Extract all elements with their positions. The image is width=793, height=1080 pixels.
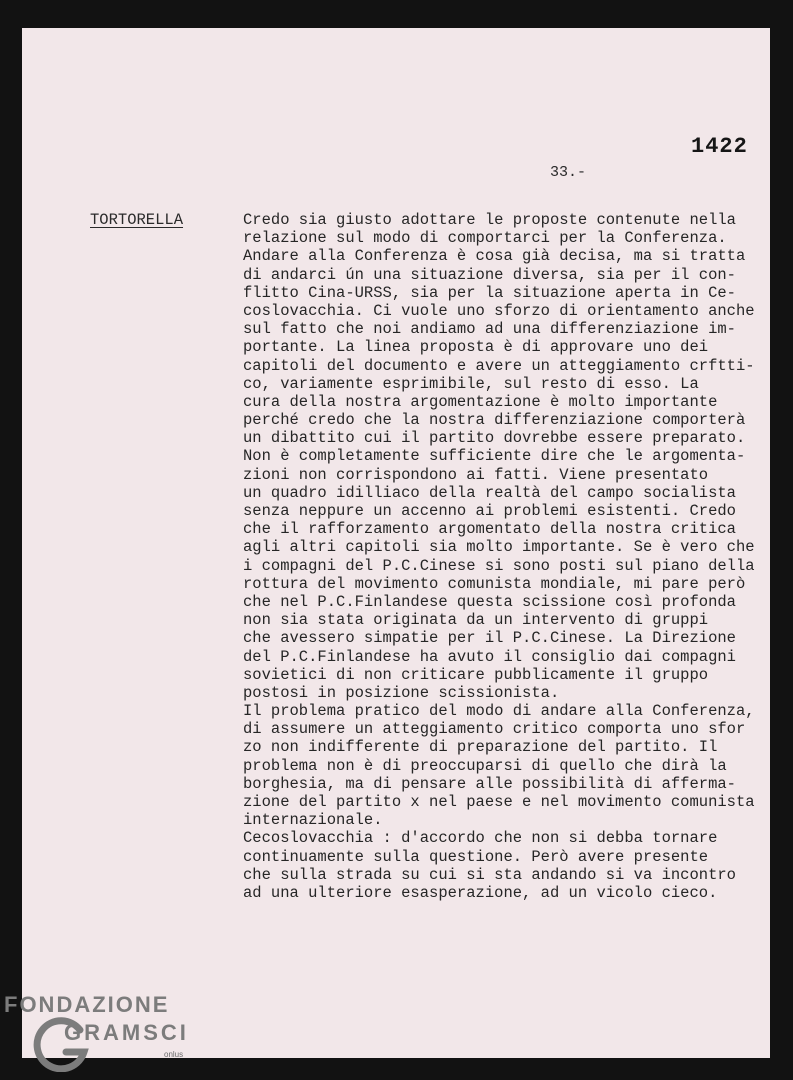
speech-text [243, 211, 763, 902]
text-line: rottura del movimento comunista mondiale, mi pare però [243, 574, 746, 593]
text-line: che avessero simpatie per il P.C.Cinese. La Direzione [243, 629, 736, 648]
text-line: che nel P.C.Finlandese questa scissione così profonda [243, 592, 736, 611]
text-line: un quadro idilliaco della realtà del campo socialista [243, 483, 736, 502]
text-line: che il rafforzamento argomentato della nostra critica [243, 520, 736, 539]
watermark-line-3: onlus [164, 1050, 184, 1059]
text-line: capitoli del documento e avere un atteggiamento crftti- [243, 356, 755, 375]
text-line: Cecoslovacchia : d'accordo che non si debba tornare [243, 829, 718, 848]
text-line: internazionale. [243, 811, 383, 830]
text-line: zione del partito x nel paese e nel movimento comunista [243, 793, 755, 811]
text-line: Il problema pratico del modo di andare alla Conferenza, [243, 702, 755, 721]
text-line: portante. La linea proposta è di approvare uno dei [243, 338, 709, 357]
text-line: un dibattito cui il partito dovrebbe essere preparato. [243, 429, 746, 448]
text-line: agli altri capitoli sia molto importante. Se è vero che [243, 538, 755, 557]
text-line: continuamente sulla questione. Però avere presente [243, 847, 709, 866]
text-line: Credo sia giusto adottare le proposte contenute nella [243, 211, 736, 229]
page-number: 33.- [550, 164, 587, 181]
text-line: cura della nostra argomentazione è molto importante [243, 392, 718, 411]
text-line: del P.C.Finlandese ha avuto il consiglio dai compagni [243, 647, 736, 666]
text-line: non sia stata originata da un intervento di gruppi [243, 611, 709, 630]
text-line: di assumere un atteggiamento critico comporta uno sfor [243, 720, 746, 739]
text-line: sovietici di non criticare pubblicamente il gruppo [243, 665, 709, 684]
watermark-line-1: FONDAZIONE [4, 992, 170, 1017]
text-line: perché credo che la nostra differenziazione comporterà [243, 411, 746, 430]
watermark-line-2: GRAMSCI [64, 1020, 189, 1045]
text-line: problema non è di preoccuparsi di quello che dirà la [243, 756, 727, 775]
text-line: che sulla strada su cui si sta andando si va incontro [243, 865, 736, 884]
text-line: di andarci ún una situazione diversa, sia per il con- [243, 265, 736, 284]
text-line: postosi in posizione scissionista. [243, 683, 560, 702]
text-line: coslovacchia. Ci vuole uno sforzo di orientamento anche [243, 301, 755, 320]
text-line: i compagni del P.C.Cinese si sono posti sul piano della [243, 556, 755, 575]
fondazione-gramsci-watermark [4, 992, 204, 1072]
text-line: Andare alla Conferenza è cosa già decisa, ma si tratta [243, 247, 746, 266]
text-line: sul fatto che noi andiamo ad una differenziazione im- [243, 320, 736, 339]
text-line: Non è completamente sufficiente dire che le argomenta- [243, 447, 746, 466]
text-line: flitto Cina-URSS, sia per la situazione aperta in Ce- [243, 283, 736, 302]
text-line: borghesia, ma di pensare alle possibilità di afferma- [243, 774, 736, 793]
text-line: zioni non corrispondono ai fatti. Viene presentato [243, 465, 709, 484]
text-line: relazione sul modo di comportarci per la Conferenza. [243, 229, 727, 248]
speaker-name: TORTORELLA [90, 211, 184, 229]
text-line: ad una ulteriore esasperazione, ad un vicolo cieco. [243, 883, 718, 902]
text-line: co, variamente esprimibile, sul resto di esso. La [243, 374, 699, 393]
text-line: zo non indifferente di preparazione del partito. Il [243, 738, 718, 757]
text-line: senza neppure un accenno ai problemi esistenti. Credo [243, 502, 736, 520]
archive-page-id: 1422 [691, 134, 748, 159]
